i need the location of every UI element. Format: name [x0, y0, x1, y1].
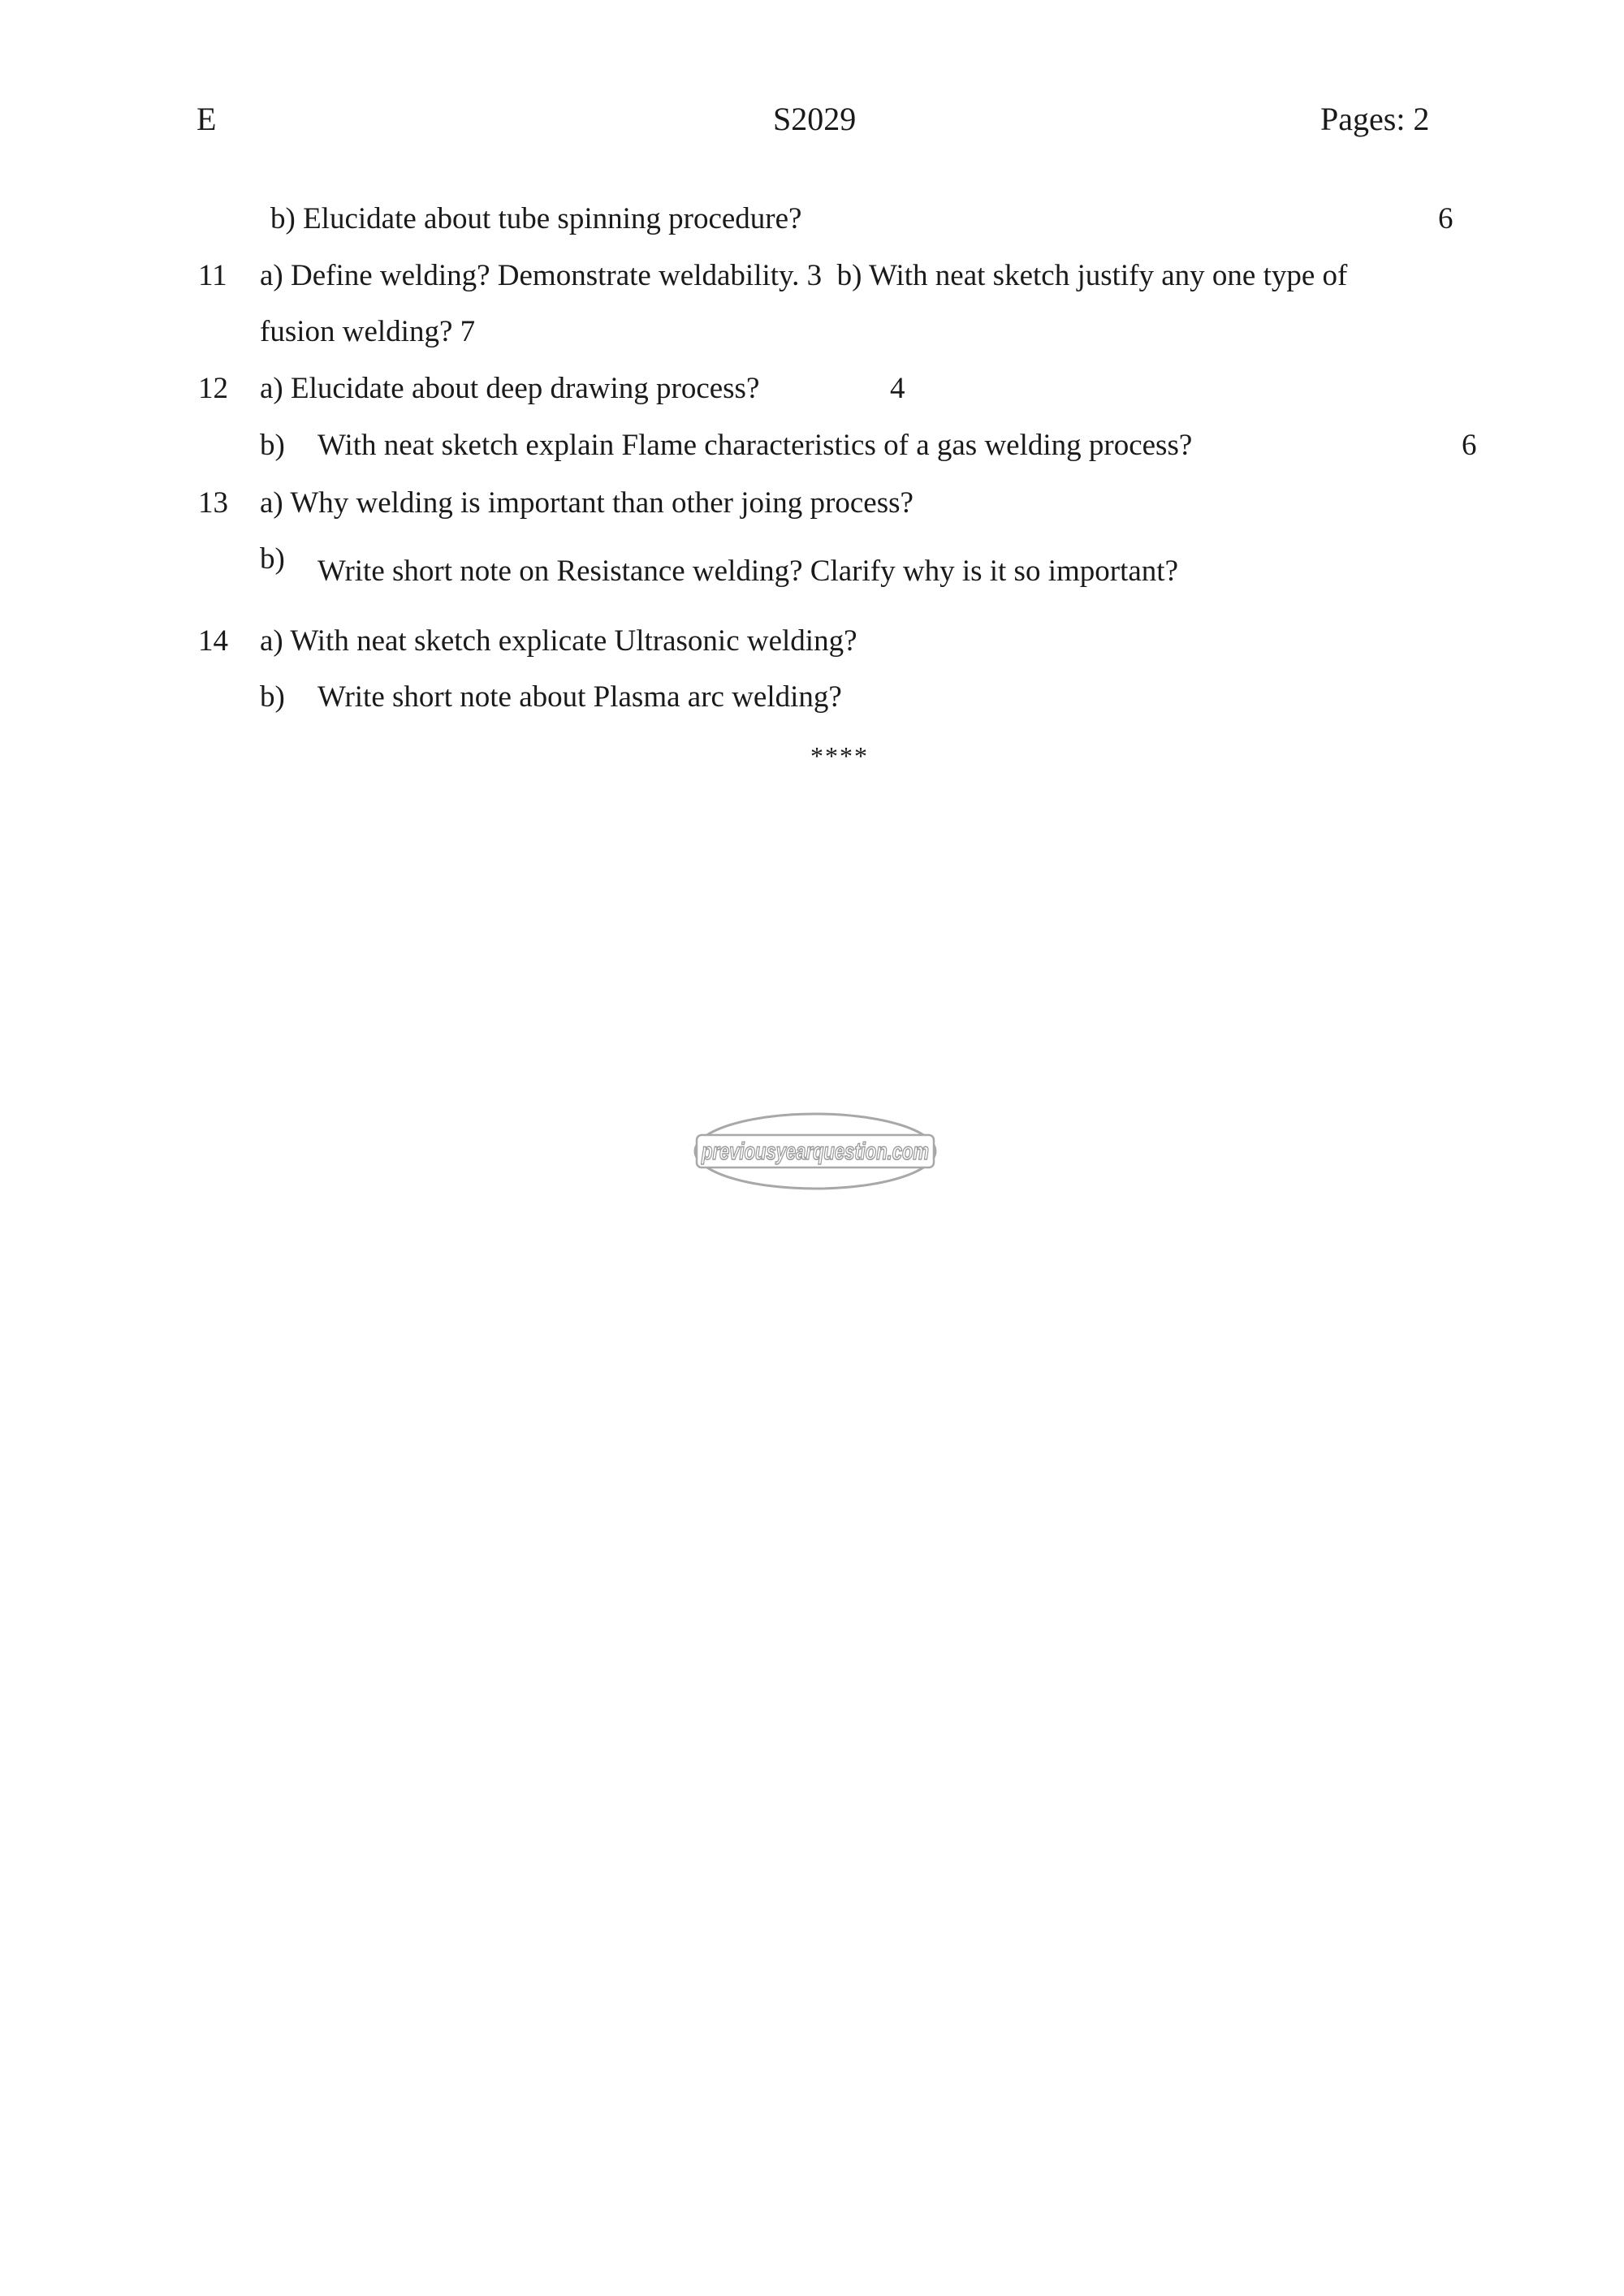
question-14-number: 14: [198, 624, 228, 658]
question-11-line1: a) Define welding? Demonstrate weldability. 3 b) With neat sketch justify any one type of: [260, 259, 1348, 292]
question-10b-marks: 6: [1438, 202, 1453, 235]
question-11-line2: fusion welding? 7: [260, 315, 476, 348]
question-13a-text: a) Why welding is important than other joing process?: [260, 486, 914, 520]
question-12b-label: b): [260, 429, 285, 462]
question-14b-label: b): [260, 680, 285, 714]
question-12b-marks: 6: [1462, 429, 1477, 462]
question-13-number: 13: [198, 486, 228, 520]
end-of-paper-mark: ****: [810, 741, 869, 770]
header-page-count: Pages: 2: [1320, 101, 1430, 137]
question-12b-text: With neat sketch explain Flame characteristics of a gas welding process?: [317, 429, 1193, 462]
watermark-logo: [692, 1111, 939, 1192]
question-10b-text: b) Elucidate about tube spinning procedure?: [270, 202, 802, 235]
question-13b-label: b): [260, 542, 285, 576]
question-12-number: 12: [198, 372, 228, 405]
watermark-logo-graphic: [692, 1111, 939, 1192]
watermark-text: previousyearquestion.com: [701, 1138, 929, 1165]
question-12a-marks: 4: [890, 372, 905, 405]
header-paper-code: S2029: [773, 101, 857, 137]
question-14a-text: a) With neat sketch explicate Ultrasonic welding?: [260, 624, 857, 658]
header-exam-series: E: [197, 101, 217, 137]
question-13b-text: Write short note on Resistance welding? Clarify why is it so important?: [317, 555, 1178, 588]
question-14b-text: Write short note about Plasma arc welding?: [317, 680, 842, 714]
question-12a-text: a) Elucidate about deep drawing process?: [260, 372, 760, 405]
question-11-number: 11: [198, 259, 227, 292]
